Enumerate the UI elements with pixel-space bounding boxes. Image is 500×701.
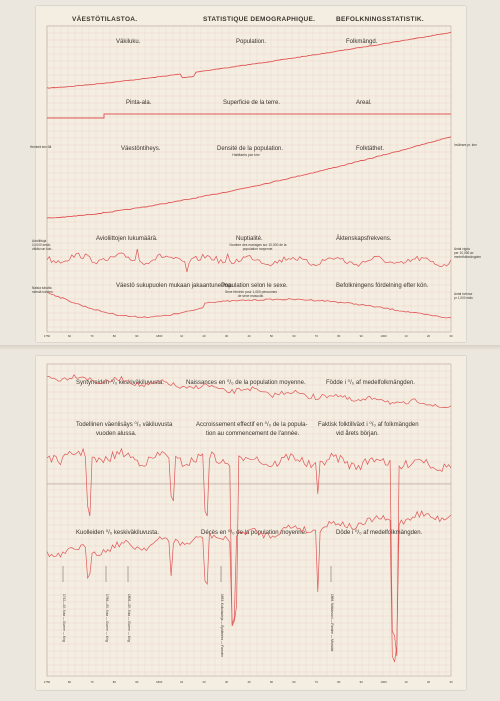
year-tick-label: 1750 (43, 334, 51, 338)
area-label-sv: Areal. (356, 100, 372, 106)
annotation-label: 1868. Nälkävuosi — Famine — Missväxt (330, 594, 334, 652)
year-tick-label-bottom: 90 (359, 680, 363, 684)
top-chart-panels (30, 6, 481, 342)
growth-label-fi-2: vuoden alussa. (96, 431, 137, 437)
sex-label-fr: Population selon le sexe. (221, 283, 288, 289)
deaths-label-fi: Kuolleiden ⁰/₀ keskiväkiluvusta. (76, 530, 159, 536)
year-tick-label-bottom: 50 (269, 680, 274, 684)
top-sheet (30, 6, 481, 342)
annotation-label: 1833. Kulkutauteja — Épidémies — Farsoter (220, 594, 224, 658)
year-tick-label-bottom: 70 (314, 680, 318, 684)
nuptiality-label-sv: Äktenskapsfrekvens. (336, 236, 392, 242)
nuptiality-series (47, 249, 451, 272)
year-tick-label: 60 (292, 334, 296, 338)
annotation-label: 1742—43. Sota — Guerre — Krig (62, 594, 66, 642)
nuptiality-right-3: medelfolkmängden (454, 255, 481, 259)
annotation-label: 1788—90. Sota — Guerre — Krig (105, 594, 109, 642)
year-tick-label: 70 (314, 334, 318, 338)
births-label-fi: Syntyneiden ⁰/₀ keskiväkiluvusta. (76, 380, 164, 386)
year-tick-label: 40 (247, 334, 251, 338)
header-french: STATISTIQUE DEMOGRAPHIQUE. (203, 16, 316, 23)
year-tick-label: 80 (112, 334, 116, 338)
year-tick-label-bottom: 20 (202, 680, 206, 684)
year-tick-label-bottom: 80 (337, 680, 341, 684)
year-tick-label-bottom: 1750 (43, 680, 51, 684)
population-label-sv: Folkmängd. (346, 39, 378, 45)
sex-left-1: Naisia tuhatta (32, 286, 52, 290)
sex-left-2: miestä kohden (32, 290, 53, 294)
nuptiality-label-fr: Nuptialité. (236, 236, 263, 242)
growth-label-sv-1: Faktisk folktillväxt i ⁰/₀ af folkmängden (318, 422, 419, 428)
year-tick-label: 50 (269, 334, 274, 338)
nuptiality-right-2: per 10,000 av (454, 251, 474, 255)
deaths-label-fr: Décès en ⁰/₀ de la population moyenne. (201, 530, 307, 536)
page-fold (0, 345, 500, 351)
nuptiality-left-1: Avioliittoja (32, 239, 47, 243)
annotation-label: 1808—09. Sota — Guerre — Krig (127, 594, 131, 642)
density-label-fr: Densité de la population. (217, 146, 284, 152)
year-tick-label: 30 (449, 334, 453, 338)
area-label-fr: Superficie de la terre. (223, 100, 281, 106)
year-tick-label-bottom: 10 (404, 680, 408, 684)
sex-subtitle-2: de sexe masculin. (237, 294, 265, 298)
sex-label-fi: Väestö sukupuolen mukaan jakaantuneena. (116, 283, 233, 289)
year-tick-label: 60 (67, 334, 72, 338)
growth-label-sv-2: vid årets början. (336, 431, 379, 437)
year-tick-label-bottom: 20 (426, 680, 431, 684)
year-tick-label-bottom: 30 (449, 680, 453, 684)
sex-label-sv: Befolkningens fördelning efter kön. (336, 283, 429, 289)
sex-right-1: Antal kvinnor (454, 292, 473, 296)
density-right-unit: Invånare pr. km² (454, 143, 478, 147)
sex-subtitle-1: Sexe féminin pour 1,000 personnes (224, 290, 278, 294)
year-tick-label: 10 (180, 334, 184, 338)
bottom-chart-panels (36, 356, 466, 690)
population-label-fr: Population. (236, 39, 267, 45)
year-tick-label-bottom: 60 (67, 680, 72, 684)
density-left-unit: Henkeä km²:llä (30, 145, 52, 149)
year-tick-label: 20 (202, 334, 206, 338)
year-tick-label: 80 (337, 334, 341, 338)
area-series (47, 114, 451, 118)
year-tick-label: 70 (90, 334, 94, 338)
year-tick-label: 30 (224, 334, 229, 338)
header-finnish: VÄESTÖTILASTOA. (72, 16, 138, 23)
year-tick-label-bottom: 40 (247, 680, 251, 684)
population-label-fi: Väkiluku. (116, 39, 141, 45)
sex-right-2: pr 1,000 män (454, 296, 473, 300)
bottom-sheet (36, 356, 466, 690)
year-tick-label: 20 (426, 334, 431, 338)
density-label-sv: Folktäthet. (356, 146, 385, 152)
year-tick-label: 1900 (380, 334, 387, 338)
nuptiality-subtitle-1: Nombre des mariages sur 10,000 de la (229, 243, 287, 247)
year-tick-label-bottom: 10 (180, 680, 184, 684)
growth-label-fi-1: Todellinen väenlisäys ⁰/₀ väkiluvusta (76, 422, 173, 428)
growth-label-fr-1: Accroissement effectif en ⁰/₀ de la popula- (196, 422, 308, 428)
nuptiality-left-2: 10,000 keski- (32, 243, 51, 247)
area-label-fi: Pinta-ala. (126, 100, 152, 106)
year-tick-label: 1800 (156, 334, 163, 338)
nuptiality-left-3: väkiluvun koh- (32, 247, 53, 251)
year-tick-label-bottom: 80 (112, 680, 116, 684)
births-label-fr: Naissances en ⁰/₀ de la population moyenne. (186, 380, 306, 386)
density-label-fi: Väestöntiheys. (121, 146, 161, 152)
density-subtitle: Habitants par km² (232, 153, 260, 157)
year-tick-label-bottom: 1800 (156, 680, 163, 684)
nuptiality-right-1: Antal vigda (454, 247, 470, 251)
nuptiality-subtitle-2: population moyenne. (242, 247, 274, 251)
year-tick-label-bottom: 70 (90, 680, 94, 684)
year-tick-label: 10 (404, 334, 408, 338)
year-tick-label: 90 (135, 334, 139, 338)
year-tick-label-bottom: 60 (292, 680, 296, 684)
year-tick-label: 90 (359, 334, 363, 338)
births-label-sv: Födde i ⁰/₀ af medelfolkmängden. (326, 380, 415, 386)
year-tick-label-bottom: 30 (224, 680, 229, 684)
growth-label-fr-2: tion au commencement de l'année. (206, 431, 300, 437)
year-tick-label-bottom: 1900 (380, 680, 387, 684)
header-swedish: BEFOLKNINGSSTATISTIK. (336, 16, 425, 23)
nuptiality-label-fi: Avioliittojen lukumäärä. (96, 236, 158, 242)
deaths-label-sv: Döde i ⁰/₀ af medelfolkmängden. (336, 530, 423, 536)
year-tick-label-bottom: 90 (135, 680, 139, 684)
